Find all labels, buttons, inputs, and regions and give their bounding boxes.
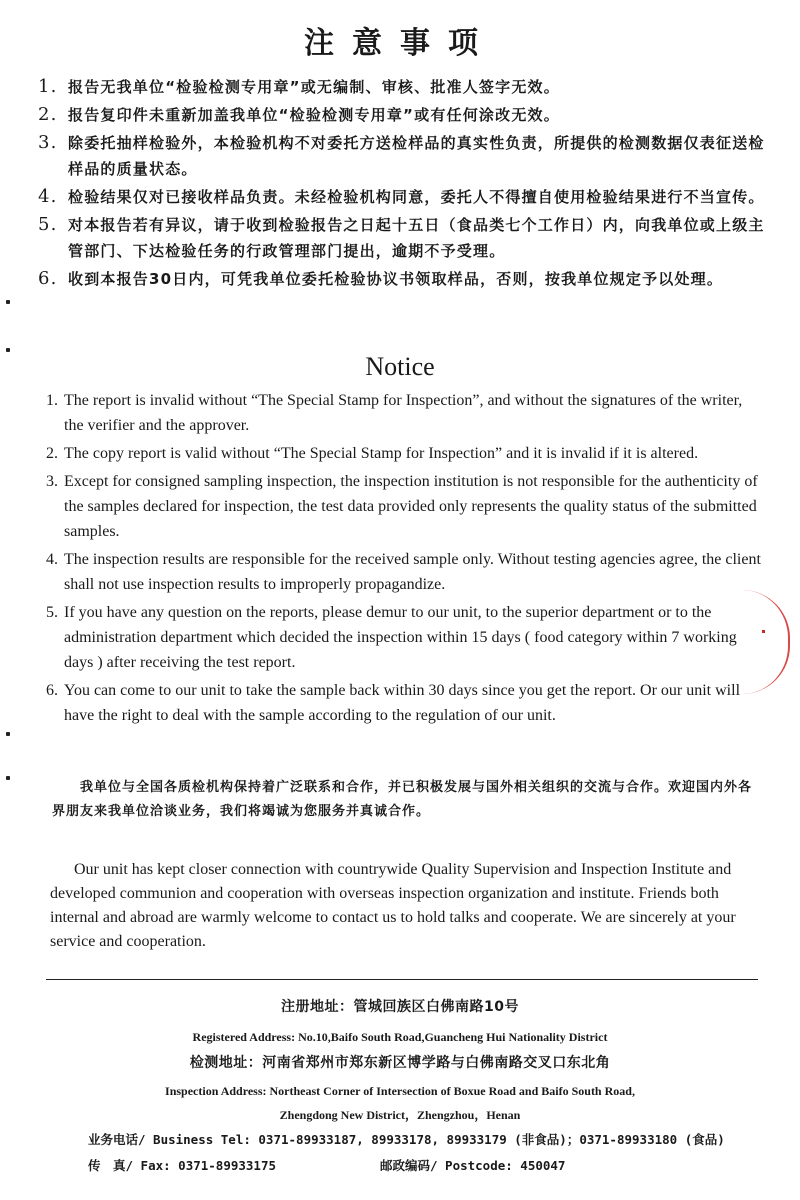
scan-dot: [6, 776, 10, 780]
item-number: 4.: [38, 186, 58, 207]
item-text: The inspection results are responsible for the received sample only. Without testing agencies agree, the client shall not use inspection results to improperly propagandize.: [64, 551, 761, 593]
item-text: You can come to our unit to take the sample back within 30 days since you get the report. Or our unit will have the right to deal with the sample according to the regulation of our unit.: [64, 682, 741, 724]
registered-address-cn: 注册地址：管城回族区白佛南路10号: [281, 999, 519, 1015]
item-text: Except for consigned sampling inspection, the inspection institution is not responsible for the authenticity of the samples declared for inspection, the test data provided only represents the quality status of the submitted samples.: [64, 473, 758, 540]
item-text: 检验结果仅对已接收样品负责。未经检验机构同意，委托人不得擅自使用检验结果进行不当宣传。: [68, 188, 765, 206]
item-number: 5.: [38, 214, 58, 235]
postcode: 邮政编码/ Postcode: 450047: [380, 1158, 566, 1173]
red-stamp-mark: [762, 630, 765, 633]
item-text: The report is invalid without “The Special Stamp for Inspection”, and without the signatures of the writer, the verifier and the approver.: [64, 392, 743, 434]
item-number: 1.: [38, 76, 58, 97]
item-text: 报告复印件未重新加盖我单位“检验检测专用章”或有任何涂改无效。: [68, 106, 560, 124]
scan-dot: [6, 732, 10, 736]
item-text: 收到本报告30日内，可凭我单位委托检验协议书领取样品，否则，按我单位规定予以处理。: [68, 270, 724, 288]
english-notice-list: [46, 388, 762, 731]
item-number: 2.: [38, 104, 58, 125]
english-notice-item: [46, 600, 762, 675]
item-text: 对本报告若有异议，请于收到检验报告之日起十五日（食品类七个工作日）内，向我单位或上级主管部门、下达检验任务的行政管理部门提出，逾期不予受理。: [68, 216, 765, 260]
red-stamp-edge: [742, 590, 790, 694]
item-text: 除委托抽样检验外，本检验机构不对委托方送检样品的真实性负责，所提供的检测数据仅表征送检样品的质量状态。: [68, 134, 765, 178]
chinese-notice-list: [38, 74, 778, 294]
inspection-address-en-line1: Inspection Address: Northeast Corner of Intersection of Boxue Road and Baifo South Road,: [165, 1084, 635, 1098]
item-number: 3.: [38, 132, 58, 153]
english-notice-item: [46, 678, 762, 728]
about-paragraph-chinese: 我单位与全国各质检机构保持着广泛联系和合作，并已积极发展与国外相关组织的交流与合作。欢迎国内外各界朋友来我单位洽谈业务，我们将竭诚为您服务并真诚合作。: [52, 780, 753, 819]
item-number: 2.: [46, 445, 58, 462]
item-text: The copy report is valid without “The Special Stamp for Inspection” and it is invalid if it is altered.: [64, 445, 699, 462]
english-notice-title: Notice: [365, 352, 435, 381]
chinese-notice-title: 注意事项: [304, 26, 496, 61]
footer-divider: [46, 979, 758, 980]
fax: 传 真/ Fax: 0371-89933175: [88, 1158, 277, 1173]
chinese-notice-item: [38, 130, 778, 182]
item-number: 1.: [46, 392, 58, 409]
scan-dot: [6, 348, 10, 352]
english-notice-item: [46, 469, 762, 544]
item-number: 5.: [46, 604, 58, 621]
chinese-notice-item: [38, 266, 778, 292]
item-number: 3.: [46, 473, 58, 490]
inspection-address-cn: 检测地址：河南省郑州市郑东新区博学路与白佛南路交叉口东北角: [189, 1055, 611, 1071]
item-number: 6.: [38, 268, 58, 289]
item-number: 4.: [46, 551, 58, 568]
chinese-notice-item: [38, 74, 778, 100]
chinese-notice-item: [38, 212, 778, 264]
chinese-notice-item: [38, 102, 778, 128]
chinese-notice-item: [38, 184, 778, 210]
about-paragraph-english: Our unit has kept closer connection with countrywide Quality Supervision and Inspection Institute and developed communion and cooperation with overseas inspection organization and institute. Friends both internal and abroad are warmly welcome to contact us to hold talks and cooperate. We are sincerely at your service and cooperation.: [50, 861, 736, 950]
registered-address-en: Registered Address: No.10,Baifo South Road,Guancheng Hui Nationality District: [192, 1030, 608, 1044]
inspection-address-en-line2: Zhengdong New District，Zhengzhou，Henan: [279, 1108, 521, 1122]
business-tel: 业务电话/ Business Tel: 0371-89933187, 89933178, 89933179 (非食品)；0371-89933180 (食品): [88, 1132, 725, 1147]
item-text: 报告无我单位“检验检测专用章”或无编制、审核、批准人签字无效。: [68, 78, 560, 96]
item-number: 6.: [46, 682, 58, 699]
english-notice-item: [46, 388, 762, 438]
scan-dot: [6, 300, 10, 304]
english-notice-item: [46, 441, 762, 466]
item-text: If you have any question on the reports, please demur to our unit, to the superior department or to the administration department which decided the inspection within 15 days ( food category within 7 working days ) after receiving the test report.: [64, 604, 737, 671]
english-notice-item: [46, 547, 762, 597]
